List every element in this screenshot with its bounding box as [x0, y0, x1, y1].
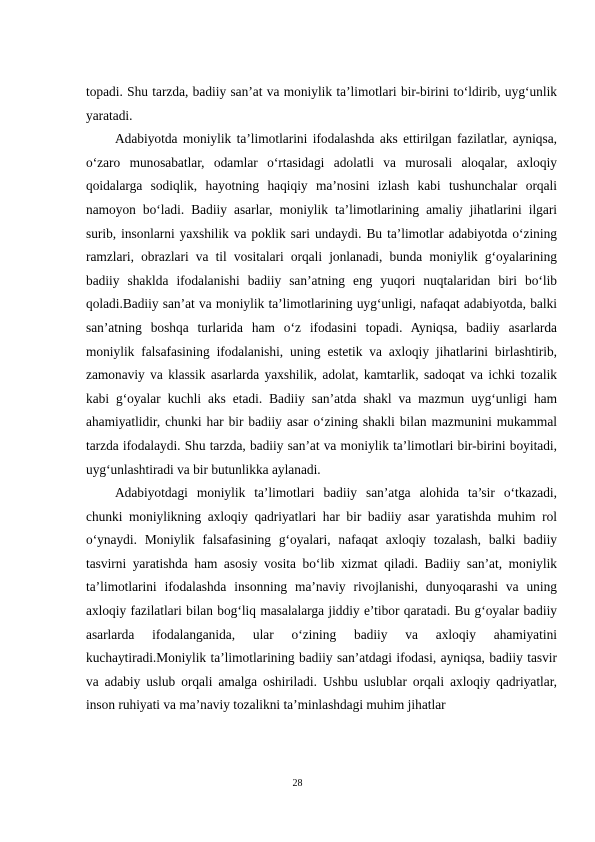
- paragraph-continuation: topadi. Shu tarzda, badiiy san’at va moniylik ta’limotlari bir-birini to‘ldirib, uyg‘unlik yaratadi.: [86, 84, 557, 123]
- page-number: 28: [292, 778, 303, 789]
- body-text: [86, 80, 557, 717]
- paragraph: Adabiyotda moniylik ta’limotlarini ifodalashda aks ettirilgan fazilatlar, ayniqsa, o‘zaro munosabatlar, odamlar o‘rtasidagi adolatli va murosali aloqalar, axloqiy qoidalarga sodiqlik, hayotning haqiqiy ma’nosini izlash kabi tushunchalar orqali namoyon bo‘ladi. Badiiy asarlar, moniylik ta’limotlarining amaliy jihatlarini ilgari surib, insonlarni yaxshilik va poklik sari undaydi. Bu ta’limotlar adabiyotda o‘zining ramzlari, obrazlari va til vositalari orqali jonlanadi, bunda moniylik g‘oyalarining badiiy shaklda ifodalanishi badiiy san’atning eng yuqori nuqtalaridan biri bo‘lib qoladi.Badiiy san’at va moniylik ta’limotlarining uyg‘unligi, nafaqat adabiyotda, balki san’atning boshqa turlarida ham o‘z ifodasini topadi. Ayniqsa, badiiy asarlarda moniylik falsafasining ifodalanishi, uning estetik va axloqiy jihatlarini birlashtirib, zamonaviy va klassik asarlarda yaxshilik, adolat, kamtarlik, sadoqat va ichki tozalik kabi g‘oyalar kuchli aks etadi. Badiiy san’atda shakl va mazmun uyg‘unligi ham ahamiyatlidir, chunki har bir badiiy asar o‘zining shakli bilan mazmunini mukammal tarzda ifodalaydi. Shu tarzda, badiiy san’at va moniylik ta’limotlari bir-birini boyitadi, uyg‘unlashtiradi va bir butunlikka aylanadi.: [86, 131, 557, 477]
- paragraph: Adabiyotdagi moniylik ta’limotlari badiiy san’atga alohida ta’sir o‘tkazadi, chunki moniylikning axloqiy qadriyatlari har bir badiiy asar yaratishda muhim rol o‘ynaydi. Moniylik falsafasining g‘oyalari, nafaqat axloqiy tozalash, balki badiiy tasvirni yaratishda ham asosiy vosita bo‘lib xizmat qiladi. Badiiy san’at, moniylik ta’limotlarini ifodalashda insonning ma’naviy rivojlanishi, dunyoqarashi va uning axloqiy fazilatlari bilan bog‘liq masalalarga jiddiy e’tibor qaratadi. Bu g‘oyalar badiiy asarlarda ifodalanganida, ular o‘zining badiiy va axloqiy ahamiyatini kuchaytiradi.Moniylik ta’limotlarining badiiy san’atdagi ifodasi, ayniqsa, badiiy tasvir va adabiy uslub orqali amalga oshiriladi. Ushbu uslublar orqali axloqiy qadriyatlar, inson ruhiyati va ma’naviy tozalikni ta’minlashdagi muhim jihatlar: [86, 485, 557, 713]
